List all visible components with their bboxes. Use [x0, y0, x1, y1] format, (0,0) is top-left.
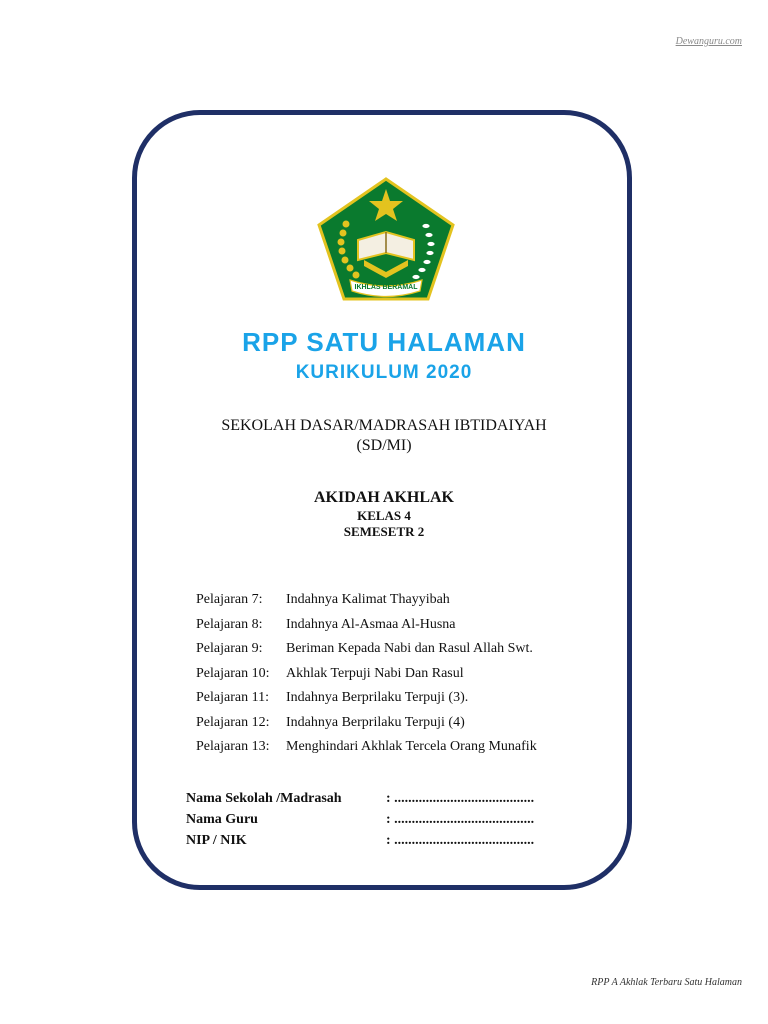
identity-form [186, 788, 606, 851]
emblem-motto: IKHLAS BERAMAL [354, 284, 418, 291]
teacher-name-row [186, 809, 606, 830]
school-name-row [186, 788, 606, 809]
lesson-title: Beriman Kepada Nabi dan Rasul Allah Swt. [286, 641, 533, 656]
page-title: RPP SATU HALAMAN [242, 327, 526, 357]
teacher-name-field: : ........................................ [386, 812, 535, 827]
school-name-label: Nama Sekolah /Madrasah [186, 791, 342, 806]
site-link[interactable]: Dewanguru.com [675, 36, 742, 47]
lesson-number: Pelajaran 11: [196, 690, 269, 705]
lesson-title: Indahnya Berprilaku Terpuji (3). [286, 690, 469, 705]
school-level-line-1: SEKOLAH DASAR/MADRASAH IBTIDAIYAH [221, 417, 547, 434]
nip-label: NIP / NIK [186, 833, 247, 848]
subject-block [0, 488, 768, 540]
list-item [196, 637, 636, 662]
list-item [196, 735, 636, 760]
school-name-field: : ........................................ [386, 791, 535, 806]
subject-name: AKIDAH AKHLAK [313, 489, 454, 506]
lesson-number: Pelajaran 9: [196, 641, 263, 656]
school-level [0, 416, 768, 456]
grade-label: KELAS 4 [357, 508, 411, 523]
lesson-title: Akhlak Terpuji Nabi Dan Rasul [286, 665, 464, 681]
list-item [196, 711, 636, 736]
lesson-number: Pelajaran 10: [196, 665, 270, 681]
list-item [196, 662, 636, 687]
lesson-number: Pelajaran 13: [196, 739, 270, 754]
footer-text: RPP A Akhlak Terbaru Satu Halaman [591, 977, 742, 988]
list-item [196, 686, 636, 711]
semester-label: SEMESETR 2 [343, 524, 425, 539]
nip-row [186, 830, 606, 851]
lesson-number: Pelajaran 12: [196, 714, 270, 730]
lesson-number: Pelajaran 8: [196, 616, 263, 632]
curriculum-subtitle: KURIKULUM 2020 [295, 362, 473, 383]
lesson-title: Indahnya Kalimat Thayyibah [286, 592, 450, 607]
list-item [196, 613, 636, 638]
school-level-line-2: (SD/MI) [356, 437, 412, 454]
teacher-name-label: Nama Guru [186, 812, 258, 827]
lesson-title: Indahnya Berprilaku Terpuji (4) [286, 714, 465, 730]
lesson-list [196, 588, 636, 760]
nip-field: : ........................................ [386, 833, 535, 848]
list-item [196, 588, 636, 613]
lesson-number: Pelajaran 7: [196, 592, 263, 607]
lesson-title: Menghindari Akhlak Tercela Orang Munafik [286, 739, 537, 754]
lesson-title: Indahnya Al-Asmaa Al-Husna [286, 616, 456, 632]
